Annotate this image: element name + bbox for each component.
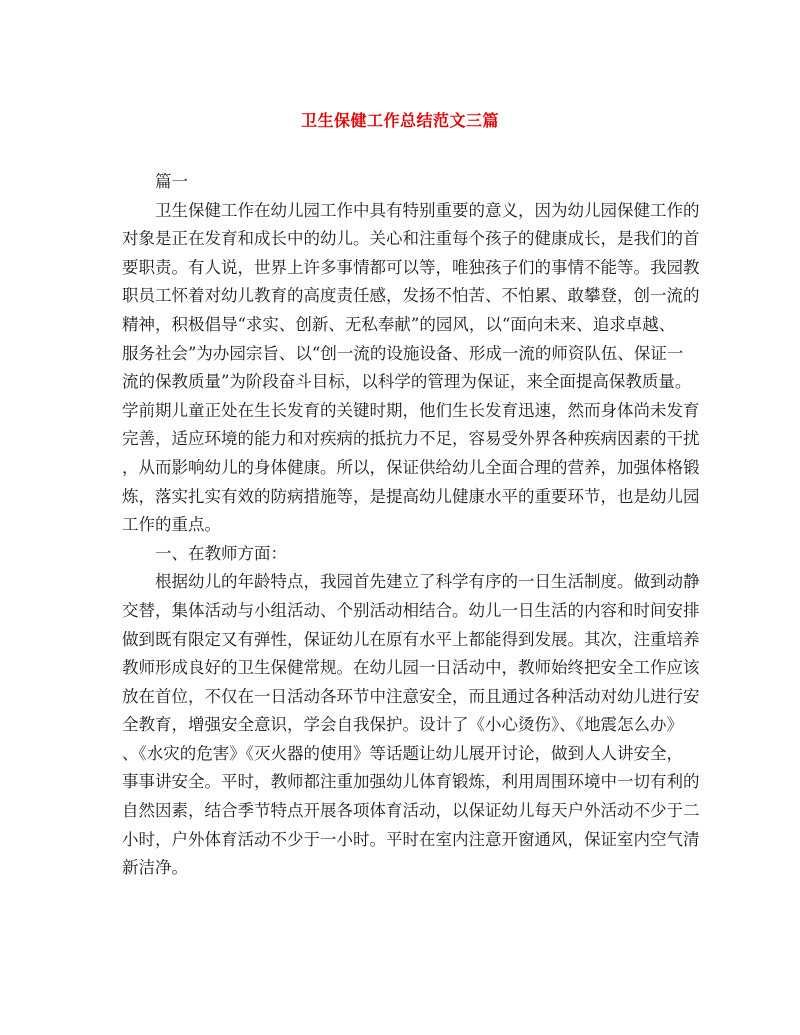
paragraph-line: 完善，适应环境的能力和对疾病的抵抗力不足，容易受外界各种疾病因素的干扰 <box>122 429 700 449</box>
paragraph-line: 交替，集体活动与小组活动、个别活动相结合。幼儿一日生活的内容和时间安排 <box>122 600 700 620</box>
paragraph-line: 服务社会”为办园宗旨、以“创一流的设施设备、形成一流的师资队伍、保证一 <box>122 343 684 363</box>
document-title: 卫生保健工作总结范文三篇 <box>300 111 499 130</box>
paragraph-line: 教师形成良好的卫生保健常规。在幼儿园一日活动中，教师始终把安全工作应该 <box>122 658 700 678</box>
section-heading-teachers: 一、在教师方面： <box>155 543 287 563</box>
paragraph-line: 自然因素，结合季节特点开展各项体育活动，以保证幼儿每天户外活动不少于二 <box>122 801 700 821</box>
paragraph-line: 精神，积极倡导“求实、创新、无私奉献”的园风，以“面向未来、追求卓越、 <box>122 314 676 334</box>
paragraph-line: 卫生保健工作在幼儿园工作中具有特别重要的意义，因为幼儿园保健工作的 <box>155 200 700 220</box>
paragraph-line: 做到既有限定又有弹性，保证幼儿在原有水平上都能得到发展。其次，注重培养 <box>122 629 700 649</box>
paragraph-line: 对象是正在发育和成长中的幼儿。关心和注重每个孩子的健康成长，是我们的首 <box>122 229 700 249</box>
paragraph-line: 小时，户外体育活动不少于一小时。平时在室内注意开窗通风，保证室内空气清 <box>122 829 700 849</box>
paragraph-line: 炼，落实扎实有效的防病措施等，是提高幼儿健康水平的重要环节，也是幼儿园 <box>122 486 700 506</box>
paragraph-line: 新洁净。 <box>122 858 188 878</box>
paragraph-line: 全教育，增强安全意识，学会自我保护。设计了《小心烫伤》、《地震怎么办》 <box>122 715 683 735</box>
document-body <box>122 168 700 883</box>
paragraph-line: 根据幼儿的年龄特点，我园首先建立了科学有序的一日生活制度。做到动静 <box>155 572 700 592</box>
paragraph-line: 学前期儿童正处在生长发育的关键时期，他们生长发育迅速，然而身体尚未发育 <box>122 400 700 420</box>
paragraph-line: 工作的重点。 <box>122 515 221 535</box>
paragraph-line: 、《水灾的危害》《灭火器的使用》等话题让幼儿展开讨论，做到人人讲安全， <box>122 743 683 763</box>
paragraph-line: 放在首位，不仅在一日活动各环节中注意安全，而且通过各种活动对幼儿进行安 <box>122 686 700 706</box>
paragraph-line: 职员工怀着对幼儿教育的高度责任感，发扬不怕苦、不怕累、敢攀登，创一流的 <box>122 286 700 306</box>
paragraph-line: 流的保教质量”为阶段奋斗目标，以科学的管理为保证，来全面提高保教质量。 <box>122 372 692 392</box>
paragraph-line: 事事讲安全。平时，教师都注重加强幼儿体育锻炼，利用周围环境中一切有利的 <box>122 772 700 792</box>
paragraph-line: 要职责。有人说，世界上许多事情都可以等，唯独孩子们的事情不能等。我园教 <box>122 257 700 277</box>
paragraph-line: ，从而影响幼儿的身体健康。所以，保证供给幼儿全面合理的营养，加强体格锻 <box>122 457 700 477</box>
section-heading-part-one: 篇一 <box>155 172 188 191</box>
